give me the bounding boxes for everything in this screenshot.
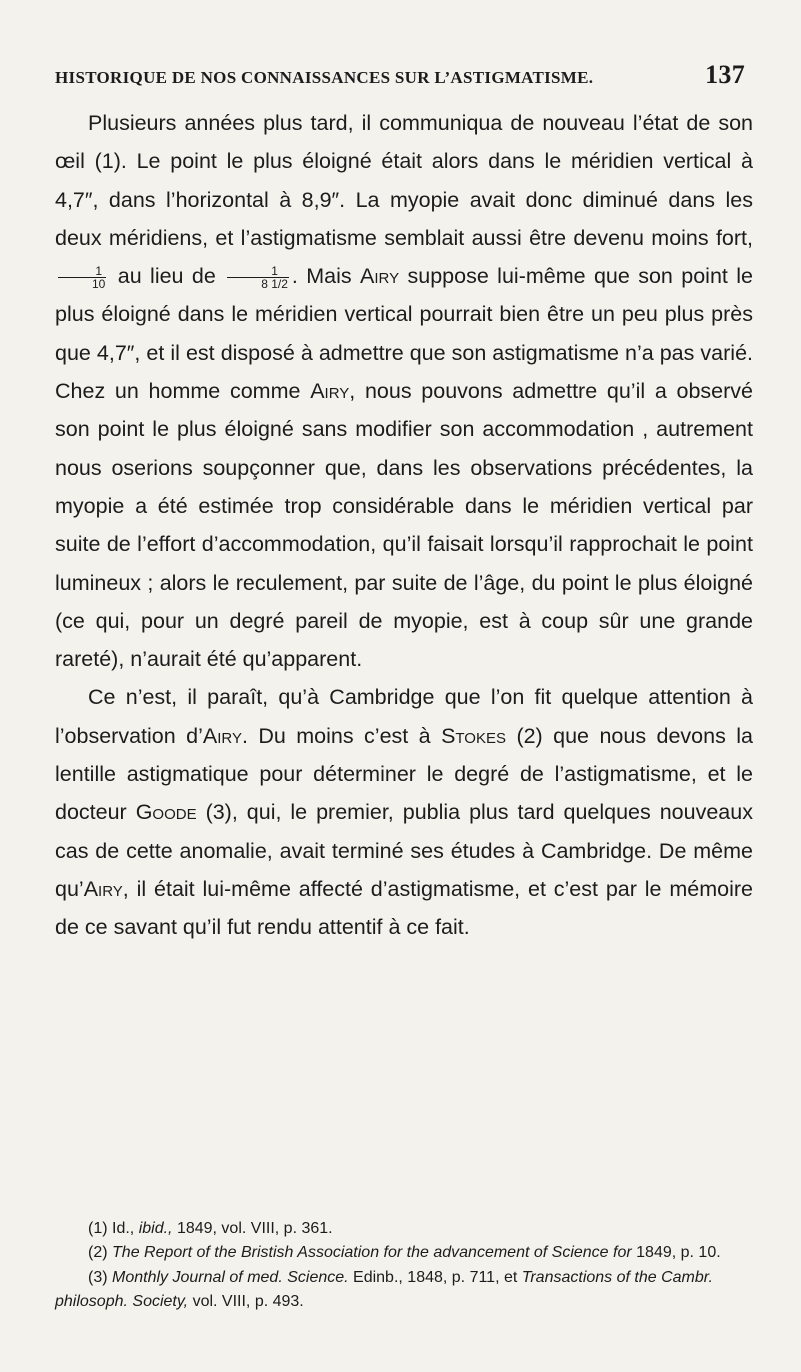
p2-text-a: Ce n’est, il paraît, qu’à Cambridge que l’on fit quelque attention à l’observation d’ xyxy=(55,685,753,748)
p2-text-c: (2) que nous devons la lentille astigmatique pour déterminer le degré de l’astigmatisme, et le docteur xyxy=(55,723,753,825)
p1-text-d: suppose lui-même que son point le plus éloigné dans le méridien vertical pourrait bien être un peu plus près que 4,7″, et il est disposé à admettre que son astigmatisme n’a pas varié. Chez un homme comme xyxy=(55,264,753,404)
footnotes xyxy=(55,1217,755,1315)
running-head xyxy=(55,60,745,92)
name-airy-2: Airy xyxy=(310,379,350,404)
name-airy-4: Airy xyxy=(83,876,123,901)
paragraph-2 xyxy=(55,678,753,946)
name-stokes: Stokes xyxy=(441,723,506,748)
p1-text-b: au lieu de xyxy=(117,264,216,289)
p2-text-e: , il était lui-même affecté d’astigmatisme, et c’est par le mémoire de ce savant qu’il fut rendu attentif à ce fait. xyxy=(55,876,753,940)
p1-text-e: , nous pouvons admettre qu’il a observé son point le plus éloigné sans modifier son accommodation , autrement nous oserions soupçonner que, dans les observations précédentes, la myopie a été estimée trop considérable dans le méridien vertical par suite de l’effort d’accommodation, qu’il faisait lorsqu’il rapprochait le point lumineux ; alors le reculement, par suite de l’âge, du point le plus éloigné (ce qui, pour un degré pareil de myopie, est à coup sûr une grande rareté), n’aurait été qu’apparent. xyxy=(55,379,754,672)
p2-text-b: . Du moins c’est à xyxy=(241,723,431,748)
name-airy-3: Airy xyxy=(202,723,242,748)
name-airy: Airy xyxy=(360,264,400,289)
fraction-one-eight-half: $\frac{1}{8 1/2}$ xyxy=(227,265,289,290)
running-head-title: HISTORIQUE DE NOS CONNAISSANCES SUR L’ASTIGMATISME. xyxy=(55,68,594,87)
name-goode: Goode xyxy=(135,800,197,825)
body-text xyxy=(55,104,753,947)
p1-text-a: Plusieurs années plus tard, il communiqua de nouveau l’état de son œil (1). Le point le plus éloigné était alors dans le méridien vertical à 4,7″, dans l’horizontal à 8,9″. La myopie avait donc diminué dans les deux méridiens, et l’astigmatisme semblait aussi être devenu moins fort, xyxy=(55,111,753,250)
page-number: 137 xyxy=(705,60,745,89)
footnote-2: (2) The Report of the Bristish Association for the advancement of Science for 1849, p. 10. xyxy=(88,1244,721,1262)
p1-text-c: . Mais xyxy=(291,264,352,289)
footnote-1: (1) Id., ibid., 1849, vol. VIII, p. 361. xyxy=(88,1220,333,1237)
p2-text-d: (3), qui, le premier, publia plus tard quelques nouveaux cas de cette anomalie, avait terminé ses études à Cambridge. De même qu’ xyxy=(55,800,753,901)
paragraph-1 xyxy=(55,104,753,678)
fraction-one-tenth: $\frac{1}{10}$ xyxy=(58,265,106,290)
footnote-3: (3) Monthly Journal of med. Science. Edinb., 1848, p. 711, et Transactions of the Cambr. philosoph. Society, vol. VIII, p. 493. xyxy=(55,1268,713,1311)
